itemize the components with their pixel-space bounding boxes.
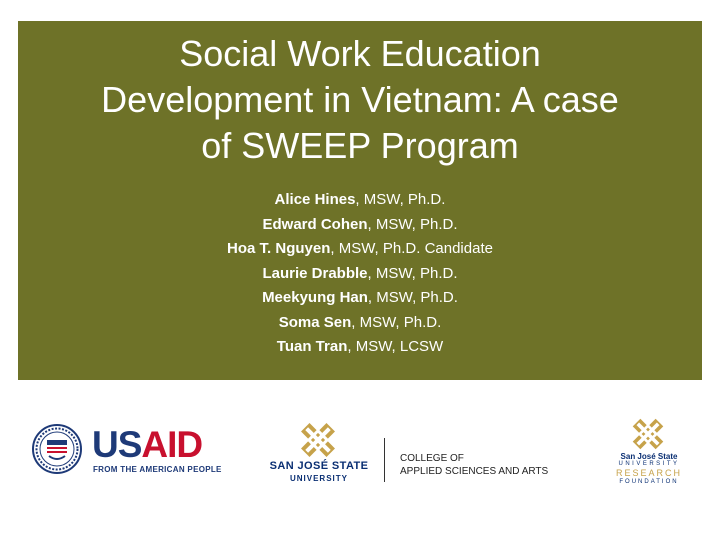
slide-title — [18, 31, 702, 169]
usaid-us: US — [92, 424, 142, 465]
author-credentials: , MSW, Ph.D. — [355, 191, 446, 208]
sjsu-name: SAN JOSÉ STATE — [269, 460, 369, 472]
author-line — [18, 311, 702, 336]
author-line — [18, 213, 702, 238]
slide-title-line: Social Work Education — [179, 33, 541, 74]
usaid-seal-icon — [32, 424, 82, 474]
author-name: Hoa T. Nguyen — [227, 240, 331, 257]
author-credentials: , MSW, Ph.D. — [367, 215, 458, 233]
college-name — [400, 452, 548, 478]
sjsu-emblem-icon — [298, 420, 338, 460]
logo-strip — [0, 380, 720, 540]
sjsu-university: UNIVERSITY — [289, 474, 348, 483]
logo-divider — [384, 438, 385, 482]
research-foundation-emblem-icon — [630, 416, 666, 452]
author-name: Edward Cohen — [262, 215, 368, 233]
rf-foundation: FOUNDATION — [619, 479, 679, 485]
slide-title-line: Development in Vietnam: A case — [101, 79, 619, 120]
college-line: APPLIED SCIENCES AND ARTS — [400, 466, 549, 477]
title-banner — [18, 21, 702, 380]
author-line — [18, 237, 702, 262]
rf-name: San José State — [620, 452, 678, 461]
author-line — [18, 188, 702, 213]
author-credentials: , MSW, Ph.D. — [351, 313, 442, 331]
author-credentials: , MSW, Ph.D. Candidate — [330, 240, 493, 257]
author-credentials: , MSW, LCSW — [347, 338, 444, 355]
author-credentials: , MSW, Ph.D. — [367, 264, 458, 282]
author-name: Tuan Tran — [276, 338, 348, 355]
author-name: Alice Hines — [274, 191, 356, 208]
slide-title-line: of SWEEP Program — [201, 125, 519, 166]
usaid-tagline: FROM THE AMERICAN PEOPLE — [93, 465, 222, 474]
college-line: COLLEGE OF — [400, 453, 464, 464]
author-list — [18, 188, 702, 360]
usaid-wordmark — [92, 426, 202, 464]
rf-university: UNIVERSITY — [618, 461, 680, 467]
author-name: Soma Sen — [278, 313, 352, 331]
author-line — [18, 335, 702, 360]
author-line — [18, 286, 702, 311]
author-line — [18, 262, 702, 287]
author-credentials: , MSW, Ph.D. — [367, 289, 458, 306]
rf-research: RESEARCH — [615, 468, 682, 478]
usaid-aid: AID — [141, 424, 203, 465]
author-name: Meekyung Han — [262, 289, 368, 306]
author-name: Laurie Drabble — [262, 264, 368, 282]
